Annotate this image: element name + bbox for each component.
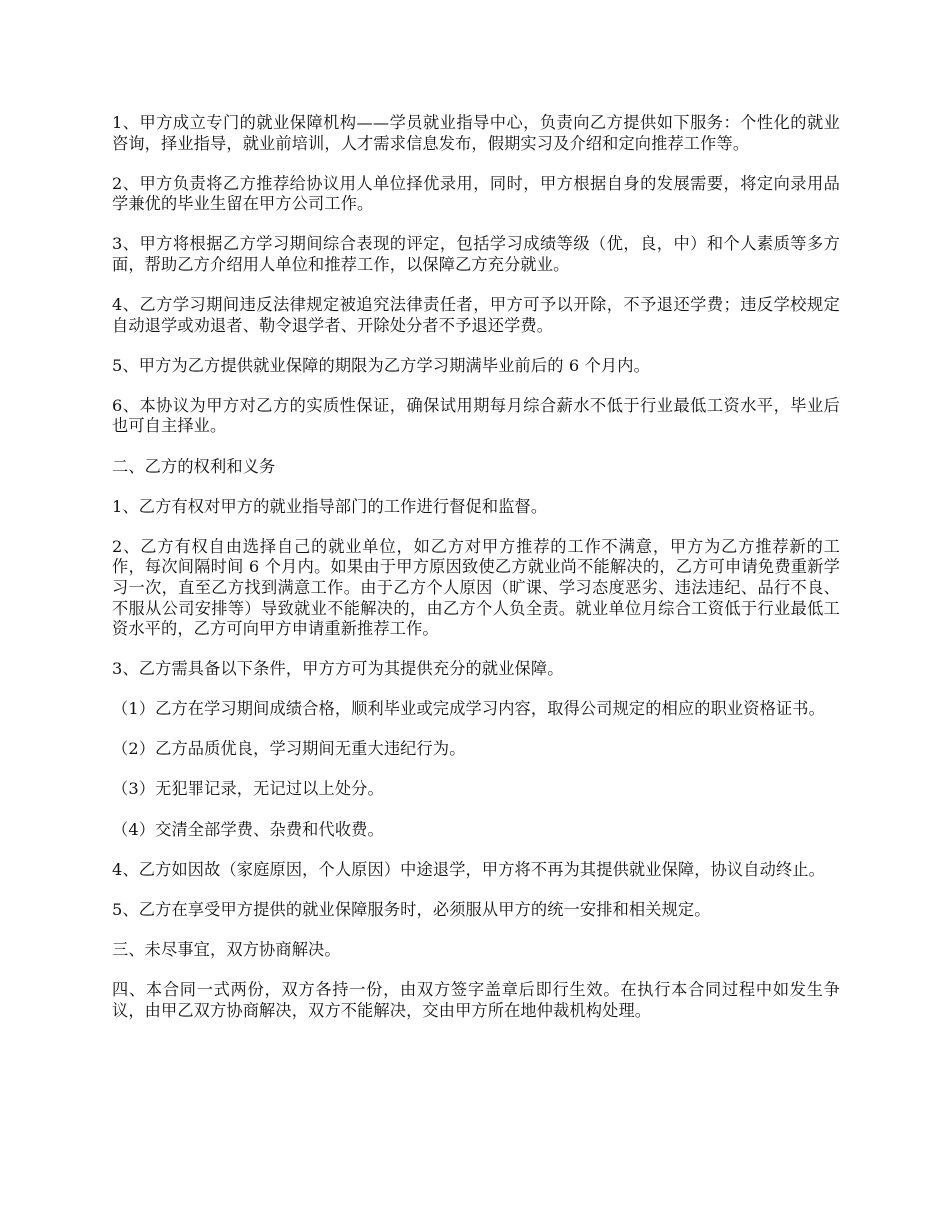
paragraph-2-2: 2、乙方有权自由选择自己的就业单位，如乙方对甲方推荐的工作不满意，甲方为乙方推荐新的工作，每次间隔时间 6 个月内。如果由于甲方原因致使乙方就业尚不能解决的，乙方可申请免费重新学习一次，直至乙方找到满意工作。由于乙方个人原因（旷课、学习态度恶劣、违法违纪、品行不良、不服从公司安排等）导致就业不能解决的，由乙方个人负全责。就业单位月综合工资低于行业最低工资水平的，乙方可向甲方申请重新推荐工作。 xyxy=(112,536,840,639)
paragraph-2-5: 5、乙方在享受甲方提供的就业保障服务时，必须服从甲方的统一安排和相关规定。 xyxy=(112,899,711,919)
paragraph-1-2: 2、甲方负责将乙方推荐给协议用人单位择优录用，同时，甲方根据自身的发展需要，将定向录用品学兼优的毕业生留在甲方公司工作。 xyxy=(112,173,840,214)
paragraph-2-4: 4、乙方如因故（家庭原因，个人原因）中途退学，甲方将不再为其提供就业保障，协议自动终止。 xyxy=(112,859,825,879)
condition-item-1: （1）乙方在学习期间成绩合格，顺利毕业或完成学习内容，取得公司规定的相应的职业资格证书。 xyxy=(112,699,825,719)
document-body xyxy=(112,113,840,1041)
paragraph-1-1: 1、甲方成立专门的就业保障机构——学员就业指导中心，负责向乙方提供如下服务：个性化的就业咨询，择业指导，就业前培训，人才需求信息发布，假期实习及介绍和定向推荐工作等。 xyxy=(112,113,840,153)
paragraph-2-1: 1、乙方有权对甲方的就业指导部门的工作进行督促和监督。 xyxy=(112,496,548,516)
paragraph-1-5: 5、甲方为乙方提供就业保障的期限为乙方学习期满毕业前后的 6 个月内。 xyxy=(112,355,650,375)
paragraph-1-4: 4、乙方学习期间违反法律规定被追究法律责任者，甲方可予以开除，不予退还学费；违反学校规定自动退学或劝退者、勒令退学者、开除处分者不予退还学费。 xyxy=(112,295,840,335)
section-heading-2: 二、乙方的权利和义务 xyxy=(112,456,276,476)
paragraph-1-3: 3、甲方将根据乙方学习期间综合表现的评定，包括学习成绩等级（优，良，中）和个人素质等多方面，帮助乙方介绍用人单位和推荐工作，以保障乙方充分就业。 xyxy=(112,234,840,274)
condition-item-4: （4）交清全部学费、杂费和代收费。 xyxy=(112,819,384,839)
condition-item-3: （3）无犯罪记录，无记过以上处分。 xyxy=(112,779,384,799)
section-heading-3: 三、未尽事宜，双方协商解决。 xyxy=(112,939,341,959)
paragraph-2-3: 3、乙方需具备以下条件，甲方方可为其提供充分的就业保障。 xyxy=(112,659,564,679)
section-heading-4: 四、本合同一式两份，双方各持一份，由双方签字盖章后即行生效。在执行本合同过程中如发生争议，由甲乙双方协商解决，双方不能解决，交由甲方所在地仲裁机构处理。 xyxy=(112,979,840,1020)
condition-item-2: （2）乙方品质优良，学习期间无重大违纪行为。 xyxy=(112,739,466,759)
paragraph-1-6: 6、本协议为甲方对乙方的实质性保证，确保试用期每月综合薪水不低于行业最低工资水平，毕业后也可自主择业。 xyxy=(112,395,840,436)
